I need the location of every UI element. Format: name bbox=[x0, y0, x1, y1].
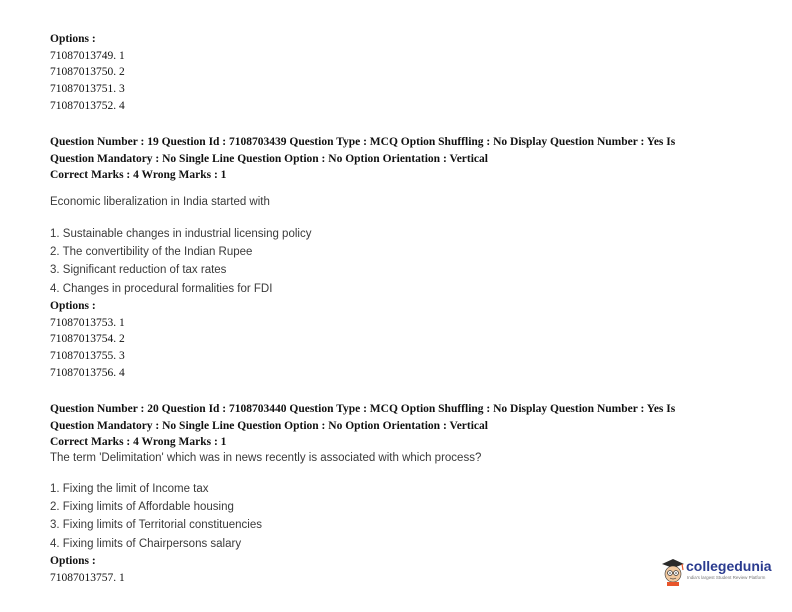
question-text: The term 'Delimitation' which was in news recently is associated with which process? bbox=[50, 452, 482, 464]
choice-item: 4. Changes in procedural formalities for FDI bbox=[50, 282, 273, 295]
question-meta-line: Question Mandatory : No Single Line Question Option : No Option Orientation : Vertical bbox=[50, 152, 488, 165]
option-id: 71087013749. 1 bbox=[50, 49, 125, 62]
option-id: 71087013757. 1 bbox=[50, 571, 125, 584]
option-id: 71087013753. 1 bbox=[50, 316, 125, 329]
choice-item: 3. Fixing limits of Territorial constituencies bbox=[50, 519, 262, 532]
q19-meta bbox=[50, 134, 675, 184]
q19-choices bbox=[50, 225, 311, 298]
collegedunia-logo bbox=[660, 555, 770, 587]
q19-options bbox=[50, 298, 125, 381]
q20-choices bbox=[50, 480, 262, 553]
choice-item: 2. The convertibility of the Indian Rupee bbox=[50, 246, 253, 259]
option-id: 71087013751. 3 bbox=[50, 83, 125, 96]
choice-item: 4. Fixing limits of Chairpersons salary bbox=[50, 537, 242, 550]
q20-text-block bbox=[50, 452, 481, 464]
question-meta-line: Question Number : 20 Question Id : 7108703440 Question Type : MCQ Option Shuffling : No Display Question Number : Yes Is bbox=[50, 403, 676, 415]
choice-item: 2. Fixing limits of Affordable housing bbox=[50, 501, 234, 514]
question-marks: Correct Marks : 4 Wrong Marks : 1 bbox=[50, 436, 227, 448]
question-marks: Correct Marks : 4 Wrong Marks : 1 bbox=[50, 169, 227, 181]
choice-item: 1. Sustainable changes in industrial licensing policy bbox=[50, 228, 312, 240]
option-id: 71087013755. 3 bbox=[50, 350, 125, 363]
options-heading: Options : bbox=[50, 300, 96, 312]
choice-item: 1. Fixing the limit of Income tax bbox=[50, 483, 209, 495]
q20-meta bbox=[50, 401, 675, 451]
top-options-block bbox=[50, 31, 125, 114]
option-id: 71087013752. 4 bbox=[50, 99, 125, 112]
question-meta-line: Question Number : 19 Question Id : 7108703439 Question Type : MCQ Option Shuffling : No Display Question Number : Yes Is bbox=[50, 136, 676, 148]
options-heading: Options : bbox=[50, 555, 96, 567]
question-text: Economic liberalization in India started with bbox=[50, 196, 270, 208]
logo-wordmark: collegedunia bbox=[686, 558, 772, 574]
option-id: 71087013754. 2 bbox=[50, 333, 125, 346]
q20-options bbox=[50, 553, 125, 586]
options-heading: Options : bbox=[50, 33, 96, 45]
option-id: 71087013756. 4 bbox=[50, 366, 125, 379]
logo-tagline: India's largest Student Review Platform bbox=[687, 575, 766, 580]
q19-text-block bbox=[50, 196, 270, 208]
student-mascot-icon bbox=[660, 556, 686, 586]
question-meta-line: Question Mandatory : No Single Line Question Option : No Option Orientation : Vertical bbox=[50, 419, 488, 432]
option-id: 71087013750. 2 bbox=[50, 66, 125, 79]
choice-item: 3. Significant reduction of tax rates bbox=[50, 264, 227, 277]
